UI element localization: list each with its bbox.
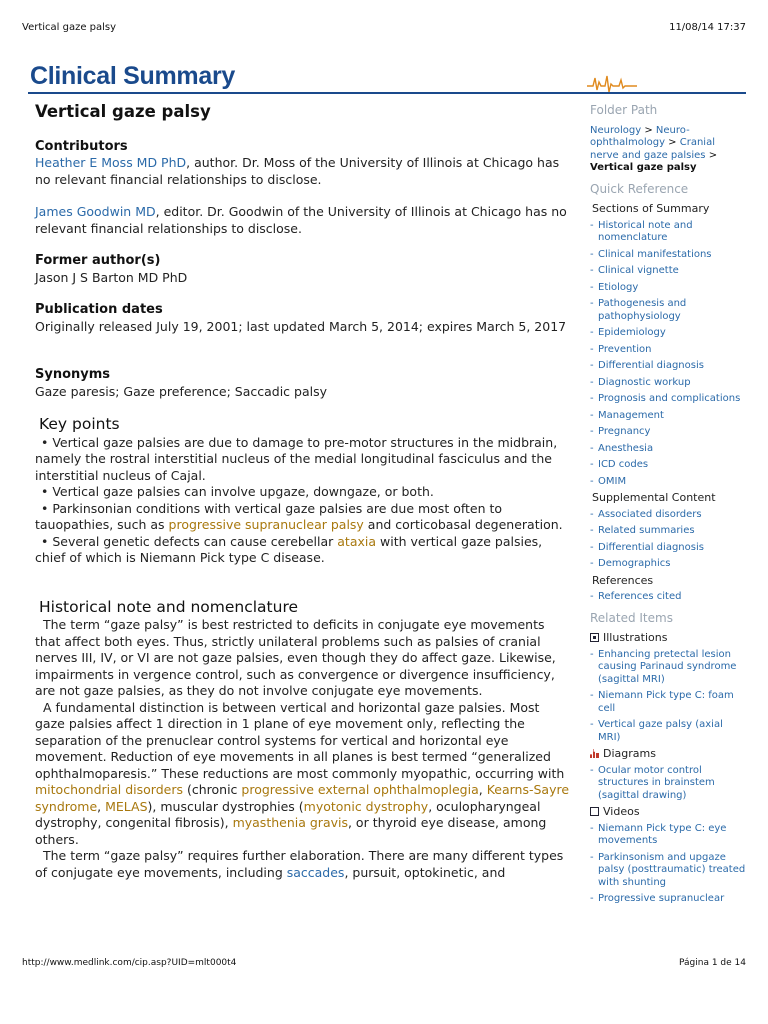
contributor-editor: James Goodwin MD, editor. Dr. Goodwin of the University of Illinois at Chicago has no relevant financial relationships to disclose. [35, 204, 567, 236]
author-link[interactable]: Heather E Moss MD PhD [35, 155, 187, 170]
illustrations-list [590, 649, 746, 745]
section-link[interactable]: - Pathogenesis and pathophysiology [590, 298, 746, 323]
former-authors-heading: Former author(s) [35, 253, 161, 268]
section-link[interactable]: - Diagnostic workup [590, 377, 746, 390]
section-link[interactable]: - Historical note and nomenclature [590, 220, 746, 245]
psp-link[interactable]: progressive supranuclear palsy [168, 517, 364, 532]
section-link[interactable]: - Pregnancy [590, 426, 746, 439]
section-link[interactable]: - Prognosis and complications [590, 393, 746, 406]
key-point: • Vertical gaze palsies are due to damage to pre-motor structures in the midbrain, namely the rostral interstitial nucleus of the medial longitudinal fasciculus and the interstitial nucleus of Cajal. [35, 434, 558, 483]
diagram-link[interactable]: - Ocular motor control structures in brainstem (sagittal drawing) [590, 765, 746, 803]
illustration-link[interactable]: - Enhancing pretectal lesion causing Parinaud syndrome (sagittal MRI) [590, 649, 746, 687]
myotonic-dystrophy-link[interactable]: myotonic dystrophy [303, 798, 429, 814]
key-point: • Parkinsonian conditions with vertical gaze palsies are due most often to tauopathies, such as progressive supranuclear palsy and corticobasal degeneration. [35, 500, 563, 532]
publication-dates-text: Originally released July 19, 2001; last updated March 5, 2014; expires March 5, 2017 [35, 318, 567, 334]
myasthenia-gravis-link[interactable]: myasthenia gravis [232, 815, 348, 830]
supplemental-link[interactable]: - Differential diagnosis [590, 542, 746, 555]
page-title: Vertical gaze palsy [35, 102, 211, 121]
sections-heading: Sections of Summary [592, 202, 710, 215]
sections-list [590, 220, 746, 489]
references-link[interactable]: - References cited [590, 591, 746, 604]
section-link[interactable]: - Clinical vignette [590, 265, 746, 278]
breadcrumb-neurology[interactable]: Neurology [590, 124, 642, 136]
sidebar [590, 104, 746, 910]
brand-divider [28, 92, 746, 94]
print-footer-page: Página 1 de 14 [679, 958, 746, 968]
illustration-icon [590, 633, 599, 642]
videos-heading: Videos [590, 806, 746, 819]
historical-paragraph: A fundamental distinction is between vertical and horizontal gaze palsies. Most gaze palsies affect 1 direction in 1 plane of eye movement only, reflecting the separation of the prenuclear control systems for vertical and horizontal eye movement. Reduction of eye movements in all planes is best termed “generalized ophthalmoparesis.” These reductions are most commonly myopathic, occurring with mitochondrial disorders (chronic progressive external ophthalmoplegia, Kearns-Sayre syndrome, MELAS), muscular dystrophies (myotonic dystrophy, oculopharyngeal dystrophy, congenital fibrosis), myasthenia gravis, or thyroid eye disease, among others. [35, 699, 570, 847]
print-footer [22, 958, 746, 972]
breadcrumb-current: Vertical gaze palsy [590, 162, 697, 173]
ekg-line-icon [587, 74, 637, 94]
supplemental-link[interactable]: - Demographics [590, 558, 746, 571]
historical-paragraph: The term “gaze palsy” requires further elaboration. There are many different types of conjugate eye movements, including saccades, pursuit, optokinetic, and [35, 848, 564, 880]
section-link[interactable]: - Prevention [590, 344, 746, 357]
illustrations-heading: Illustrations [590, 632, 746, 645]
video-link[interactable]: - Niemann Pick type C: eye movements [590, 823, 746, 848]
supplemental-list [590, 509, 746, 571]
saccades-link[interactable]: saccades [286, 864, 345, 880]
diagrams-list [590, 765, 746, 803]
historical-paragraph: The term “gaze palsy” is best restricted to deficits in conjugate eye movements that affect both eyes. Thus, strictly unilateral problems such as palsies of cranial nerves III, IV, or VI are not gaze palsies, even though they do affect gaze. Likewise, impairments in vergence control, such as convergence or divergence insufficiency, are not gaze palsies, as they do not involve conjugate eye movements. [35, 617, 556, 698]
key-points-heading: Key points [39, 415, 120, 433]
print-footer-url: http://www.medlink.com/cip.asp?UID=mlt000t4 [22, 958, 237, 968]
video-link[interactable]: - Parkinsonism and upgaze palsy (posttraumatic) treated with shunting [590, 852, 746, 890]
quick-reference-heading: Quick Reference [590, 181, 689, 196]
videos-list [590, 823, 746, 906]
melas-link[interactable]: MELAS [105, 798, 148, 814]
section-link[interactable]: - Clinical manifestations [590, 249, 746, 262]
contributors-heading: Contributors [35, 138, 128, 154]
related-items-heading: Related Items [590, 610, 673, 625]
supplemental-link[interactable]: - Related summaries [590, 525, 746, 538]
ataxia-link[interactable]: ataxia [337, 533, 377, 549]
mitochondrial-link[interactable]: mitochondrial disorders [35, 782, 183, 797]
supplemental-heading: Supplemental Content [592, 491, 716, 504]
section-link[interactable]: - Management [590, 410, 746, 423]
illustration-link[interactable]: - Vertical gaze palsy (axial MRI) [590, 719, 746, 744]
clinical-summary-logo: Clinical Summary [30, 62, 236, 90]
contributor-author: Heather E Moss MD PhD, author. Dr. Moss of the University of Illinois at Chicago has no relevant financial relationships to disclose. [35, 155, 560, 187]
illustration-link[interactable]: - Niemann Pick type C: foam cell [590, 690, 746, 715]
breadcrumb-cranial-nerve[interactable]: Cranial nerve and gaze palsies [590, 137, 715, 161]
references-list [590, 591, 746, 604]
breadcrumb: Neurology > Neuro-ophthalmology > Cranial nerve and gaze palsies > Vertical gaze palsy [590, 124, 718, 173]
video-icon [590, 807, 599, 816]
synonyms-heading: Synonyms [35, 367, 111, 382]
section-link[interactable]: - Epidemiology [590, 327, 746, 340]
section-link[interactable]: - OMIM [590, 476, 746, 489]
bar-chart-icon [590, 749, 599, 758]
main-content [35, 104, 570, 881]
synonyms-text: Gaze paresis; Gaze preference; Saccadic palsy [35, 383, 328, 399]
section-link[interactable]: - Differential diagnosis [590, 360, 746, 373]
editor-link[interactable]: James Goodwin MD [35, 204, 156, 219]
historical-note-heading: Historical note and nomenclature [39, 597, 299, 616]
diagrams-heading: Diagrams [590, 748, 746, 761]
video-link[interactable]: - Progressive supranuclear [590, 893, 746, 906]
supplemental-link[interactable]: - Associated disorders [590, 509, 746, 522]
folder-path-heading: Folder Path [590, 103, 658, 117]
key-point: • Several genetic defects can cause cerebellar ataxia with vertical gaze palsies, chief of which is Niemann Pick type C disease. [35, 533, 543, 565]
print-header-title: Vertical gaze palsy [22, 22, 117, 33]
publication-dates-heading: Publication dates [35, 302, 163, 317]
former-authors-text: Jason J S Barton MD PhD [35, 269, 188, 285]
breadcrumb-neuro-ophthalmology[interactable]: Neuro-ophthalmology [590, 124, 690, 148]
print-header [22, 22, 746, 36]
references-heading: References [592, 573, 654, 587]
cpeo-link[interactable]: progressive external ophthalmoplegia [241, 782, 479, 797]
key-point: • Vertical gaze palsies can involve upgaze, downgaze, or both. [41, 484, 434, 499]
kearns-sayre-link[interactable]: Kearns-Sayre syndrome [35, 782, 570, 814]
section-link[interactable]: - Etiology [590, 282, 746, 295]
section-link[interactable]: - ICD codes [590, 459, 746, 472]
print-header-datetime: 11/08/14 17:37 [669, 22, 746, 33]
section-link[interactable]: - Anesthesia [590, 443, 746, 456]
